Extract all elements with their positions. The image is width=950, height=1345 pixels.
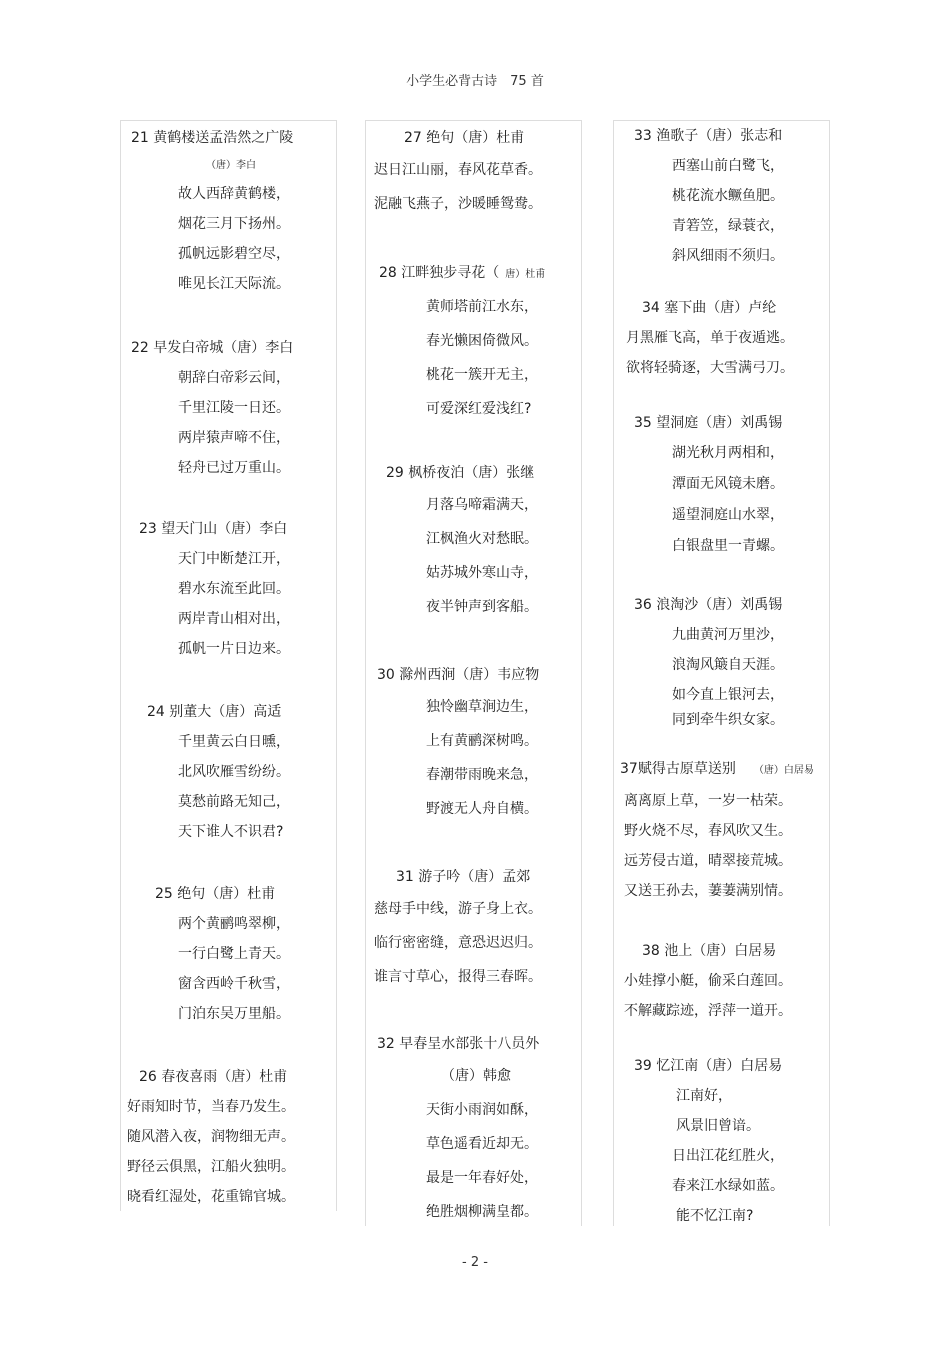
poem-29: [366, 458, 581, 624]
poem-line: 慈母手中线，游子身上衣。: [374, 901, 542, 917]
poem-title: 30 滁州西涧（唐）韦应物: [377, 667, 540, 683]
column-1: [120, 120, 337, 1211]
poem-author: （唐）李白: [206, 160, 256, 171]
poem-title: 38 池上（唐）白居易: [642, 943, 777, 959]
poem-line: 如今直上银河去，: [672, 687, 784, 703]
poem-title: 23 望天门山（唐）李白: [139, 521, 288, 537]
poem-line: 九曲黄河万里沙，: [672, 627, 784, 643]
poem-line: 桃花一簇开无主，: [426, 367, 538, 383]
poem-line: 门泊东吴万里船。: [178, 1006, 290, 1022]
poem-line: 一行白鹭上青天。: [178, 946, 290, 962]
poem-line: 迟日江山丽，春风花草香。: [374, 162, 542, 178]
poem-line: 野渡无人舟自横。: [426, 801, 538, 817]
poem-title: 36 浪淘沙（唐）刘禹锡: [634, 597, 783, 613]
poem-line: 白银盘里一青螺。: [672, 538, 784, 554]
poem-25: [121, 879, 336, 1029]
poem-line: 天门中断楚江开，: [178, 551, 290, 567]
poem-line: 泥融飞燕子，沙暖睡鸳鸯。: [374, 196, 542, 212]
poem-line: 千里黄云白日曛，: [178, 734, 290, 750]
poem-line: 又送王孙去，萋萋满别情。: [624, 883, 792, 899]
poem-title-text: 37赋得古原草送别: [620, 761, 736, 777]
poem-line: 江枫渔火对愁眠。: [426, 531, 538, 547]
poem-line: 轻舟已过万重山。: [178, 460, 290, 476]
poem-line: 临行密密缝，意恐迟迟归。: [374, 935, 542, 951]
poem-line: 斜风细雨不须归。: [672, 248, 784, 264]
poem-line: 月落乌啼霜满天，: [426, 497, 538, 513]
poem-line: 故人西辞黄鹤楼，: [178, 186, 290, 202]
poem-35: [614, 408, 829, 562]
poem-title: 32 早春呈水部张十八员外: [377, 1036, 540, 1052]
poem-line: 唯见长江天际流。: [178, 276, 290, 292]
poem-31: [366, 862, 581, 994]
poem-title: 27 绝句（唐）杜甫: [404, 130, 525, 146]
poem-30: [366, 660, 581, 826]
poem-line: 潭面无风镜未磨。: [672, 476, 784, 492]
poem-line: 姑苏城外寒山寺，: [426, 565, 538, 581]
poem-line: 烟花三月下扬州。: [178, 216, 290, 232]
poem-line: 孤帆一片日边来。: [178, 641, 290, 657]
poem-line: 小娃撑小艇，偷采白莲回。: [624, 973, 792, 989]
poem-line: 上有黄鹂深树鸣。: [426, 733, 538, 749]
poem-line: 离离原上草，一岁一枯荣。: [624, 793, 792, 809]
poem-line: 碧水东流至此回。: [178, 581, 290, 597]
poem-38: [614, 936, 829, 1026]
poem-32: [366, 1029, 581, 1229]
poem-line: 浪淘风簸自天涯。: [672, 657, 784, 673]
poem-line: 朝辞白帝彩云间，: [178, 370, 290, 386]
column-3: [613, 120, 830, 1226]
poem-line: 两岸青山相对出，: [178, 611, 290, 627]
poem-line: 可爱深红爱浅红?: [426, 401, 532, 417]
poem-author: 唐）杜甫: [505, 269, 546, 280]
poem-line: 野火烧不尽，春风吹又生。: [624, 823, 792, 839]
poem-title: 26 春夜喜雨（唐）杜甫: [139, 1069, 288, 1085]
poem-line: 两岸猿声啼不住，: [178, 430, 290, 446]
poem-line: 夜半钟声到客船。: [426, 599, 538, 615]
poem-line: 千里江陵一日还。: [178, 400, 290, 416]
poem-line: 随风潜入夜，润物细无声。: [127, 1129, 295, 1145]
poem-author: （唐）韩愈: [441, 1068, 511, 1084]
poem-line: 春来江水绿如蓝。: [672, 1178, 784, 1194]
poem-21: [121, 123, 336, 299]
poem-line: 同到牵牛织女家。: [672, 712, 784, 728]
page-number: - 2 -: [462, 1255, 488, 1270]
column-2: [365, 120, 582, 1226]
poem-title: 31 游子吟（唐）孟郊: [396, 869, 531, 885]
poem-line: 晓看红湿处，花重锦官城。: [127, 1189, 295, 1205]
poem-line: 风景旧曾谙。: [676, 1118, 760, 1134]
poem-22: [121, 333, 336, 483]
poem-line: 谁言寸草心，报得三春晖。: [374, 969, 542, 985]
poem-line: 遥望洞庭山水翠，: [672, 507, 784, 523]
poem-line: 青箬笠，绿蓑衣，: [672, 218, 784, 234]
poem-line: 好雨知时节，当春乃发生。: [127, 1099, 295, 1115]
poem-line: 窗含西岭千秋雪，: [178, 976, 290, 992]
poem-title: 35 望洞庭（唐）刘禹锡: [634, 415, 783, 431]
poem-line: 湖光秋月两相和，: [672, 445, 784, 461]
poem-line: 天街小雨润如酥，: [426, 1102, 538, 1118]
poem-line: 西塞山前白鹭飞，: [672, 158, 784, 174]
poem-title: 22 早发白帝城（唐）李白: [131, 340, 294, 356]
poem-title: 25 绝句（唐）杜甫: [155, 886, 276, 902]
poem-title: 21 黄鹤楼送孟浩然之广陵: [131, 130, 294, 146]
page-header: 小学生必背古诗 75 首: [406, 74, 544, 89]
poem-33: [614, 121, 829, 271]
poem-line: 最是一年春好处，: [426, 1170, 538, 1186]
poem-title: 39 忆江南（唐）白居易: [634, 1058, 783, 1074]
poem-line: 天下谁人不识君?: [178, 824, 284, 840]
poem-title-text: 28 江畔独步寻花（: [379, 265, 500, 281]
poem-title: 34 塞下曲（唐）卢纶: [642, 300, 777, 316]
poem-line: 春光懒困倚微风。: [426, 333, 538, 349]
poem-line: 草色遥看近却无。: [426, 1136, 538, 1152]
poem-line: 独怜幽草涧边生，: [426, 699, 538, 715]
poem-line: 绝胜烟柳满皇都。: [426, 1204, 538, 1220]
poem-title: 24 别董大（唐）高适: [147, 704, 282, 720]
poem-line: 北风吹雁雪纷纷。: [178, 764, 290, 780]
poem-title: [366, 258, 581, 290]
poem-line: 能不忆江南?: [676, 1208, 754, 1224]
poem-36: [614, 590, 829, 730]
poem-line: 日出江花红胜火，: [672, 1148, 784, 1164]
poem-line: 野径云俱黑，江船火独明。: [127, 1159, 295, 1175]
poem-line: 莫愁前路无知己，: [178, 794, 290, 810]
poem-line: 两个黄鹂鸣翠柳，: [178, 916, 290, 932]
poem-line: 月黑雁飞高，单于夜遁逃。: [626, 330, 794, 346]
poem-line: 欲将轻骑逐，大雪满弓刀。: [626, 360, 794, 376]
poem-line: 不解藏踪迹，浮萍一道开。: [624, 1003, 792, 1019]
poem-line: 黄师塔前江水东，: [426, 299, 538, 315]
poem-23: [121, 514, 336, 664]
poem-24: [121, 697, 336, 847]
poem-title: 29 枫桥夜泊（唐）张继: [386, 465, 535, 481]
poem-28: [366, 258, 581, 426]
poem-title: [614, 754, 829, 786]
poem-34: [614, 293, 829, 383]
poem-26: [121, 1062, 336, 1212]
poem-37: [614, 754, 829, 906]
poem-27: [366, 123, 581, 221]
poem-title: 33 渔歌子（唐）张志和: [634, 128, 783, 144]
poem-line: 江南好，: [676, 1088, 732, 1104]
poem-line: 春潮带雨晚来急，: [426, 767, 538, 783]
poem-39: [614, 1051, 829, 1231]
poem-line: 孤帆远影碧空尽，: [178, 246, 290, 262]
poem-line: 远芳侵古道，晴翠接荒城。: [624, 853, 792, 869]
poem-line: 桃花流水鳜鱼肥。: [672, 188, 784, 204]
poem-author: （唐）白居易: [753, 765, 814, 776]
